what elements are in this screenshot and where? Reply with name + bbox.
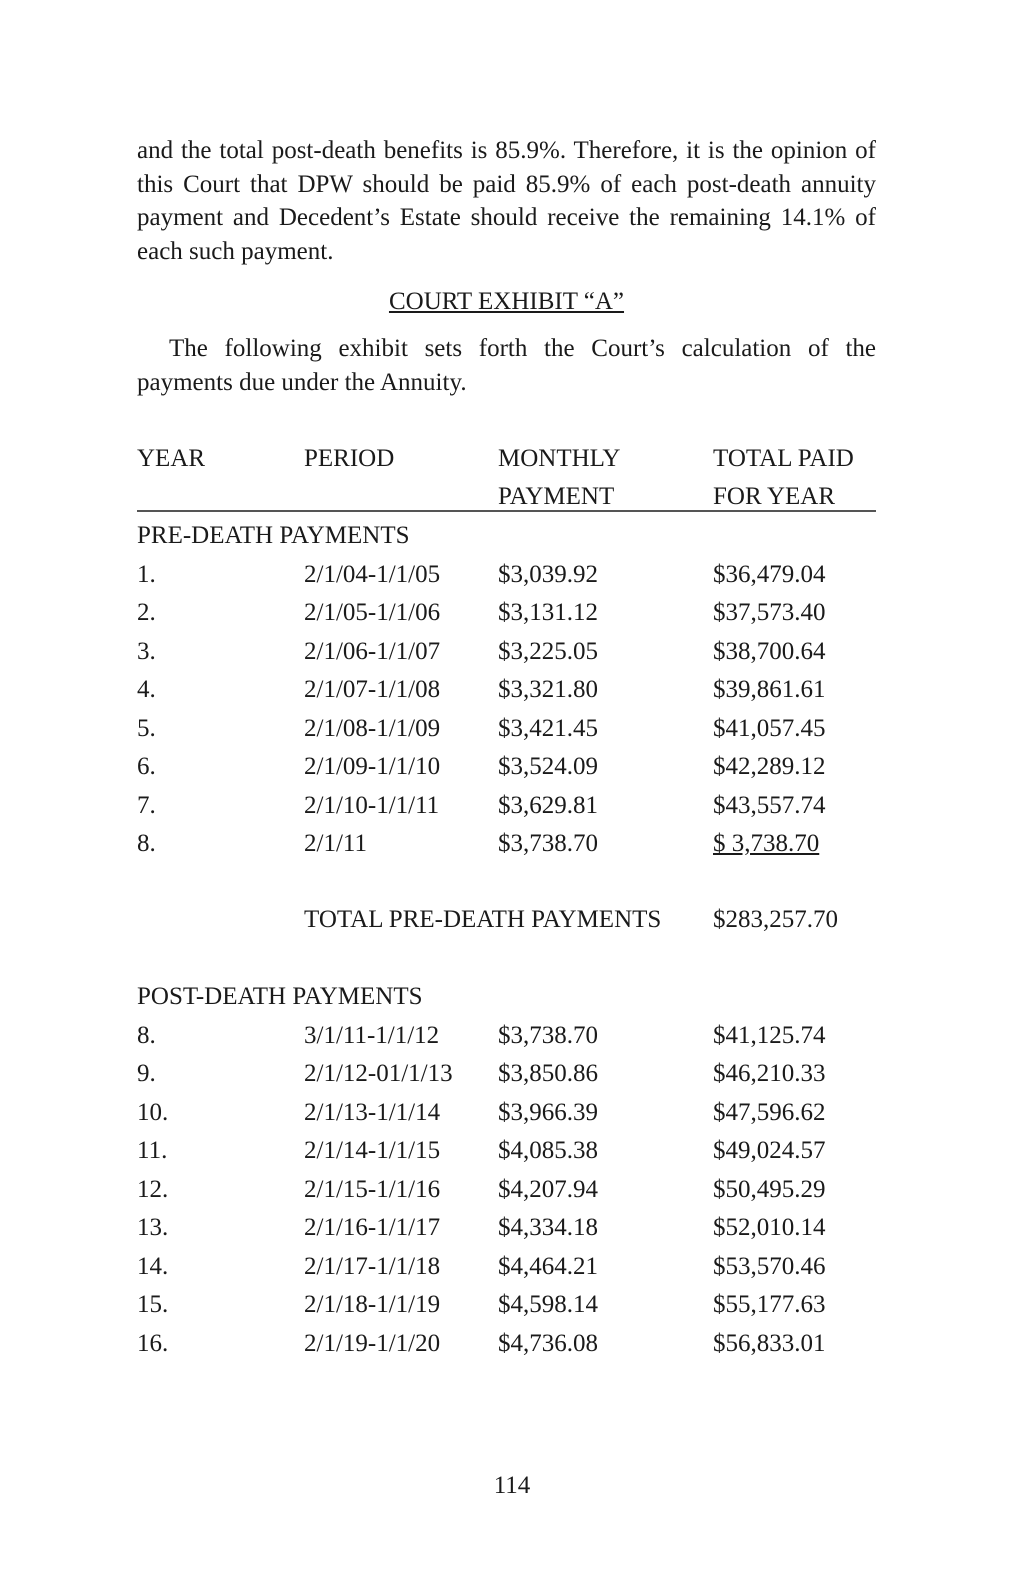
row-period: 2/1/19-1/1/20 (304, 1330, 441, 1357)
header-monthly-line1: MONTHLY (498, 445, 621, 472)
row-year: 10. (137, 1099, 169, 1126)
exhibit-title: COURT EXHIBIT “A” (388, 288, 625, 315)
row-year: 11. (137, 1137, 168, 1164)
row-period: 2/1/10-1/1/11 (304, 792, 440, 819)
header-total-line2: FOR YEAR (713, 483, 836, 510)
row-year: 4. (137, 676, 156, 703)
row-year: 15. (137, 1291, 169, 1318)
row-monthly: $3,629.81 (498, 792, 598, 819)
header-rule (137, 510, 876, 512)
row-monthly: $3,738.70 (498, 1022, 598, 1049)
row-year: 1. (137, 561, 156, 588)
page-number: 114 (493, 1472, 531, 1499)
row-period: 2/1/13-1/1/14 (304, 1099, 441, 1126)
pre-death-label: PRE-DEATH PAYMENTS (137, 522, 410, 549)
header-year: YEAR (137, 445, 206, 472)
pre-death-total-label: TOTAL PRE-DEATH PAYMENTS (304, 906, 662, 933)
row-year: 13. (137, 1214, 169, 1241)
row-period: 2/1/12-01/1/13 (304, 1060, 453, 1087)
row-monthly: $4,334.18 (498, 1214, 598, 1241)
row-period: 2/1/18-1/1/19 (304, 1291, 441, 1318)
row-period: 2/1/07-1/1/08 (304, 676, 441, 703)
row-year: 8. (137, 830, 156, 857)
exhibit-intro: The following exhibit sets forth the Court’s calculation of the payments due under the Annuity. (137, 335, 876, 396)
row-total: $43,557.74 (713, 792, 826, 819)
row-year: 14. (137, 1253, 169, 1280)
row-monthly: $4,464.21 (498, 1253, 598, 1280)
row-monthly: $3,225.05 (498, 638, 598, 665)
row-total: $36,479.04 (713, 561, 826, 588)
row-year: 5. (137, 715, 156, 742)
row-monthly: $4,736.08 (498, 1330, 598, 1357)
row-period: 2/1/09-1/1/10 (304, 753, 441, 780)
row-year: 3. (137, 638, 156, 665)
row-year: 6. (137, 753, 156, 780)
row-year: 16. (137, 1330, 169, 1357)
row-period: 2/1/05-1/1/06 (304, 599, 441, 626)
row-period: 2/1/16-1/1/17 (304, 1214, 441, 1241)
row-total: $50,495.29 (713, 1176, 826, 1203)
row-monthly: $4,207.94 (498, 1176, 598, 1203)
row-monthly: $4,598.14 (498, 1291, 598, 1318)
row-total: $46,210.33 (713, 1060, 826, 1087)
row-year: 8. (137, 1022, 156, 1049)
row-total: $ 3,738.70 (713, 830, 820, 857)
row-monthly: $3,738.70 (498, 830, 598, 857)
row-year: 7. (137, 792, 156, 819)
row-monthly: $3,524.09 (498, 753, 598, 780)
row-period: 2/1/15-1/1/16 (304, 1176, 441, 1203)
row-period: 3/1/11-1/1/12 (304, 1022, 440, 1049)
row-period: 2/1/11 (304, 830, 367, 857)
row-period: 2/1/08-1/1/09 (304, 715, 441, 742)
header-total-line1: TOTAL PAID (713, 445, 854, 472)
header-monthly-line2: PAYMENT (498, 483, 615, 510)
row-monthly: $3,039.92 (498, 561, 598, 588)
row-total: $42,289.12 (713, 753, 826, 780)
row-total: $53,570.46 (713, 1253, 826, 1280)
row-period: 2/1/17-1/1/18 (304, 1253, 441, 1280)
post-death-label: POST-DEATH PAYMENTS (137, 983, 423, 1010)
row-period: 2/1/04-1/1/05 (304, 561, 441, 588)
row-period: 2/1/06-1/1/07 (304, 638, 441, 665)
opinion-paragraph: and the total post-death benefits is 85.9%. Therefore, it is the opinion of this Court that DPW should be paid 85.9% of each post-death annuity payment and Decedent’s Estate should receive the remaining 14.1% of each such payment. (137, 137, 876, 265)
row-total: $38,700.64 (713, 638, 826, 665)
row-period: 2/1/14-1/1/15 (304, 1137, 441, 1164)
row-monthly: $4,085.38 (498, 1137, 598, 1164)
row-total: $39,861.61 (713, 676, 826, 703)
row-year: 9. (137, 1060, 156, 1087)
row-total: $56,833.01 (713, 1330, 826, 1357)
pre-death-total-value: $283,257.70 (713, 906, 838, 933)
row-monthly: $3,850.86 (498, 1060, 598, 1087)
header-period: PERIOD (304, 445, 395, 472)
row-monthly: $3,131.12 (498, 599, 598, 626)
row-total: $37,573.40 (713, 599, 826, 626)
row-monthly: $3,966.39 (498, 1099, 598, 1126)
row-monthly: $3,321.80 (498, 676, 598, 703)
row-year: 12. (137, 1176, 169, 1203)
row-total: $41,125.74 (713, 1022, 826, 1049)
row-total: $49,024.57 (713, 1137, 826, 1164)
row-total: $55,177.63 (713, 1291, 826, 1318)
row-total: $52,010.14 (713, 1214, 826, 1241)
row-total: $41,057.45 (713, 715, 826, 742)
row-monthly: $3,421.45 (498, 715, 598, 742)
row-year: 2. (137, 599, 156, 626)
row-total: $47,596.62 (713, 1099, 826, 1126)
